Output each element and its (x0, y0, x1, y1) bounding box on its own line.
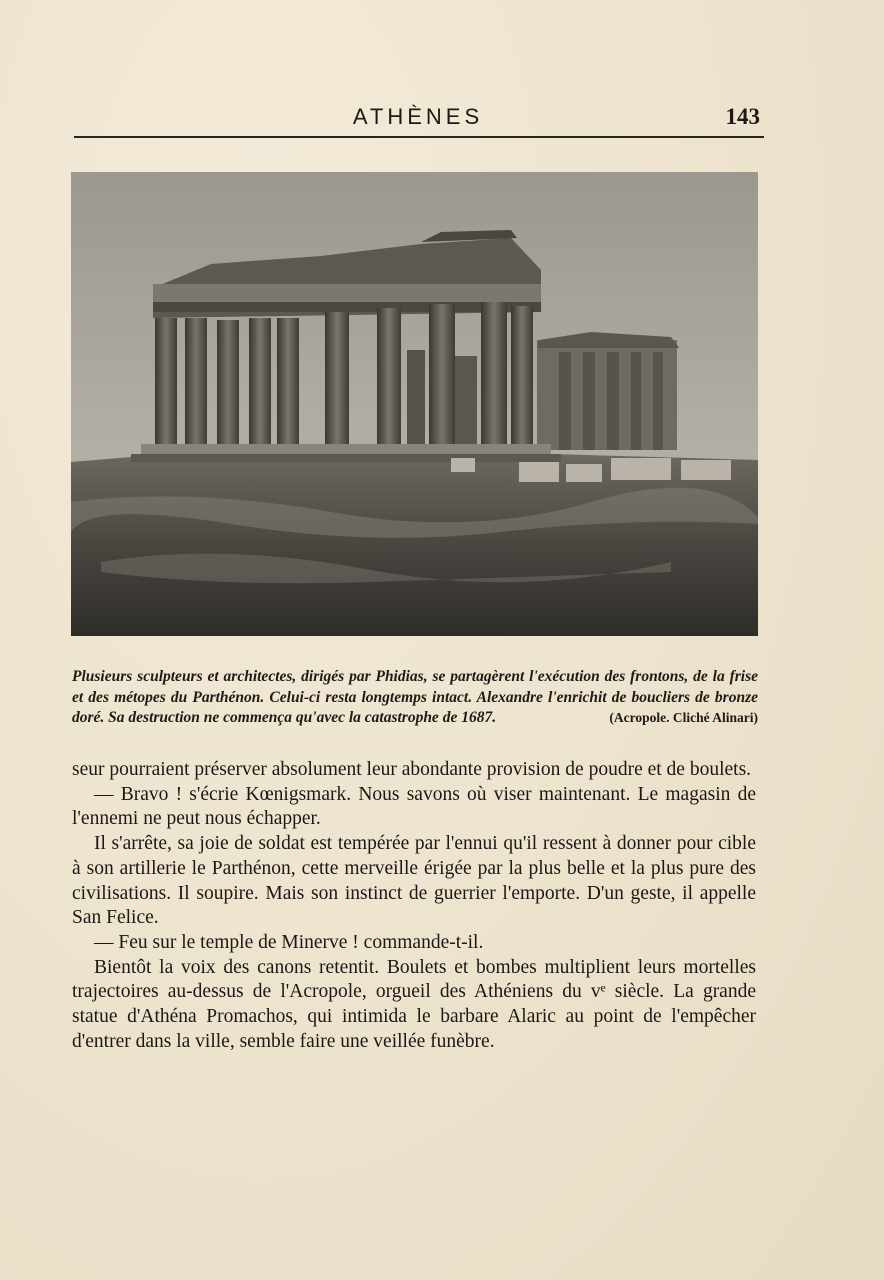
paragraph-5: Bientôt la voix des canons retentit. Boulets et bombes multiplient leurs mortelles trajectoires au-dessus de l'Acropole, orgueil des Athéniens du vᵉ siècle. La grande statue d'Athéna Promachos, qui intimida le barbare Alaric au point de l'empêcher d'entrer dans la ville, semble faire une veillée funèbre. (72, 956, 756, 1052)
page-number: 143 (725, 104, 760, 129)
caption-text: Plusieurs sculpteurs et architectes, dirigés par Phidias, se partagèrent l'exécution des frontons, de la frise et des métopes du Parthénon. Celui-ci resta longtemps intact. Alexandre l'enrichit de boucliers de bronze doré. Sa destruction ne commença qu'avec la catastrophe de 1687. (72, 668, 758, 726)
running-title: ATHÈNES (352, 104, 484, 129)
figure-caption (72, 667, 758, 729)
photo-credit: (Acropole. Cliché Alinari) (609, 710, 758, 725)
paragraph-3: Il s'arrête, sa joie de soldat est tempérée par l'ennui qu'il ressent à donner pour cible à son artillerie le Parthénon, cette merveille érigée par la plus belle et la plus pure des civilisations. Il soupire. Mais son instinct de guerrier l'emporte. D'un geste, il appelle San Felice. (72, 833, 756, 929)
paragraph-4: — Feu sur le temple de Minerve ! commande-t-il. (94, 931, 484, 953)
page-header (74, 102, 762, 132)
body-text (72, 758, 756, 1054)
paragraph-2: — Bravo ! s'écrie Kœnigsmark. Nous savons où viser maintenant. Le magasin de l'ennemi ne peut nous échapper. (72, 783, 756, 830)
parthenon-photograph (71, 172, 758, 636)
paragraph-1: seur pourraient préserver absolument leur abondante provision de poudre et de boulets. (72, 759, 752, 780)
header-rule (74, 136, 764, 138)
